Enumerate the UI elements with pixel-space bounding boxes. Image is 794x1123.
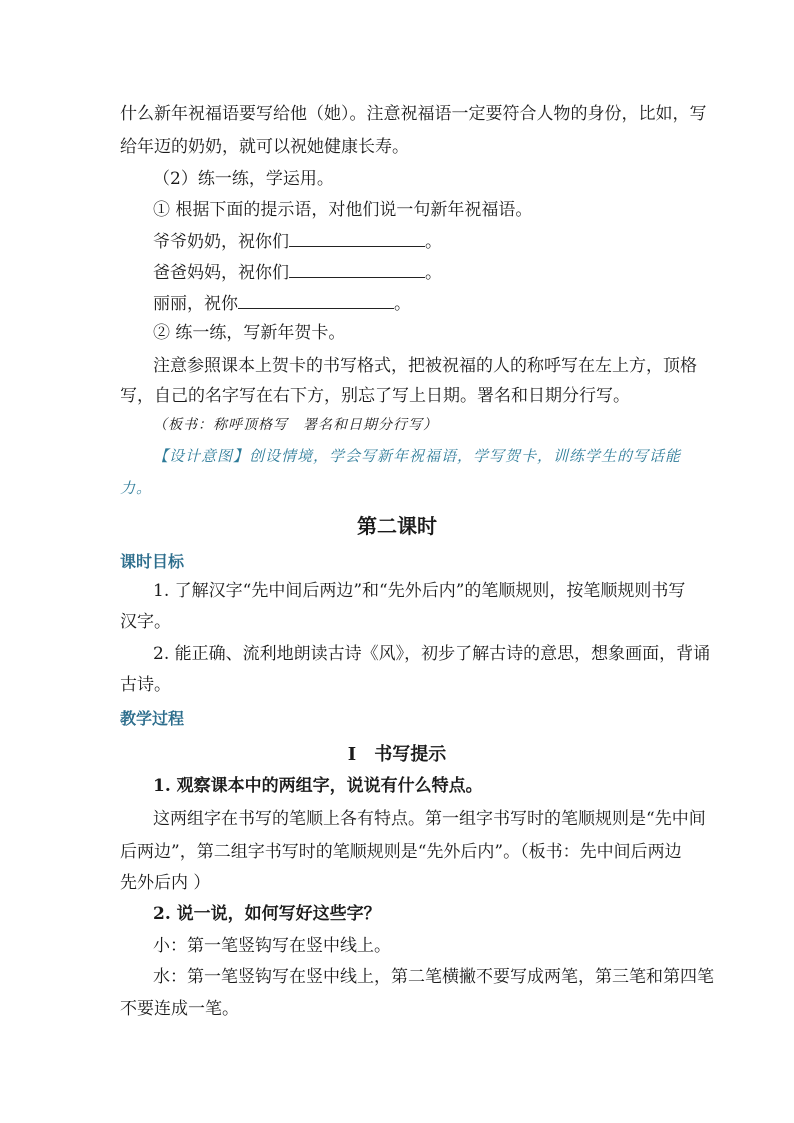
board-note: （板书：称呼顶格写 署名和日期分行写）: [153, 417, 438, 433]
paragraph-line: 写，自己的名字写在右下方，别忘了写上日期。署名和日期分行写。: [120, 386, 630, 406]
fill-blank-text: 爸爸妈妈，祝你们: [153, 263, 289, 283]
fill-blank-line: [153, 261, 713, 284]
answer-line: 不要连成一笔。: [120, 999, 239, 1019]
answer-line: 后两边”，第二组字书写时的笔顺规则是“先外后内”。（板书：先中间后两边: [120, 842, 682, 862]
paragraph-line: 注意参照课本上贺卡的书写格式，把被祝福的人的称呼写在左上方，顶格: [153, 356, 697, 376]
section-heading-goals: 课时目标: [120, 552, 185, 571]
subsection-label: （2）练一练，学运用。: [153, 169, 334, 189]
part-title: Ⅰ 书写提示: [347, 744, 447, 765]
exercise-item: ② 练一练，写新年贺卡。: [153, 323, 346, 343]
goal-item-cont: 古诗。: [120, 675, 171, 695]
lesson-title: 第二课时: [357, 514, 437, 538]
section-heading-process: 教学过程: [120, 709, 185, 728]
answer-blank: [289, 261, 425, 278]
answer-blank: [238, 292, 394, 309]
design-intent-tag: 【设计意图】: [153, 447, 250, 465]
answer-line: 这两组字在书写的笔顺上各有特点。第一组字书写时的笔顺规则是“先中间: [153, 809, 706, 829]
answer-line: 小：第一笔竖钩写在竖中线上。: [153, 936, 391, 956]
design-intent-cont: 力。: [120, 479, 153, 497]
question-item: 1. 观察课本中的两组字，说说有什么特点。: [153, 776, 483, 796]
fill-blank-end: 。: [425, 263, 442, 283]
fill-blank-line: [153, 230, 713, 253]
design-intent: [153, 445, 713, 467]
fill-blank-end: 。: [394, 294, 411, 314]
answer-line: 先外后内 ）: [120, 873, 211, 893]
goal-item: 2. 能正确、流利地朗读古诗《风》，初步了解古诗的意思，想象画面，背诵: [153, 644, 711, 664]
goal-item-cont: 汉字。: [120, 612, 171, 632]
answer-line: 水：第一笔竖钩写在竖中线上，第二笔横撇不要写成两笔，第三笔和第四笔: [153, 967, 714, 987]
goal-item: 1. 了解汉字“先中间后两边”和“先外后内”的笔顺规则，按笔顺规则书写: [153, 581, 686, 601]
paragraph-line: 什么新年祝福语要写给他（她）。注意祝福语一定要符合人物的身份，比如，写: [120, 104, 707, 124]
fill-blank-line: [153, 292, 713, 315]
fill-blank-text: 爷爷奶奶，祝你们: [153, 232, 289, 252]
design-intent-text: 创设情境，学会写新年祝福语，学写贺卡，训练学生的写话能: [249, 447, 682, 465]
answer-blank: [289, 230, 425, 247]
fill-blank-end: 。: [425, 232, 442, 252]
question-item: 2. 说一说，如何写好这些字？: [153, 904, 381, 924]
fill-blank-text: 丽丽，祝你: [153, 294, 238, 314]
paragraph-line: 给年迈的奶奶，就可以祝她健康长寿。: [120, 137, 409, 157]
exercise-item: ① 根据下面的提示语，对他们说一句新年祝福语。: [153, 200, 533, 220]
